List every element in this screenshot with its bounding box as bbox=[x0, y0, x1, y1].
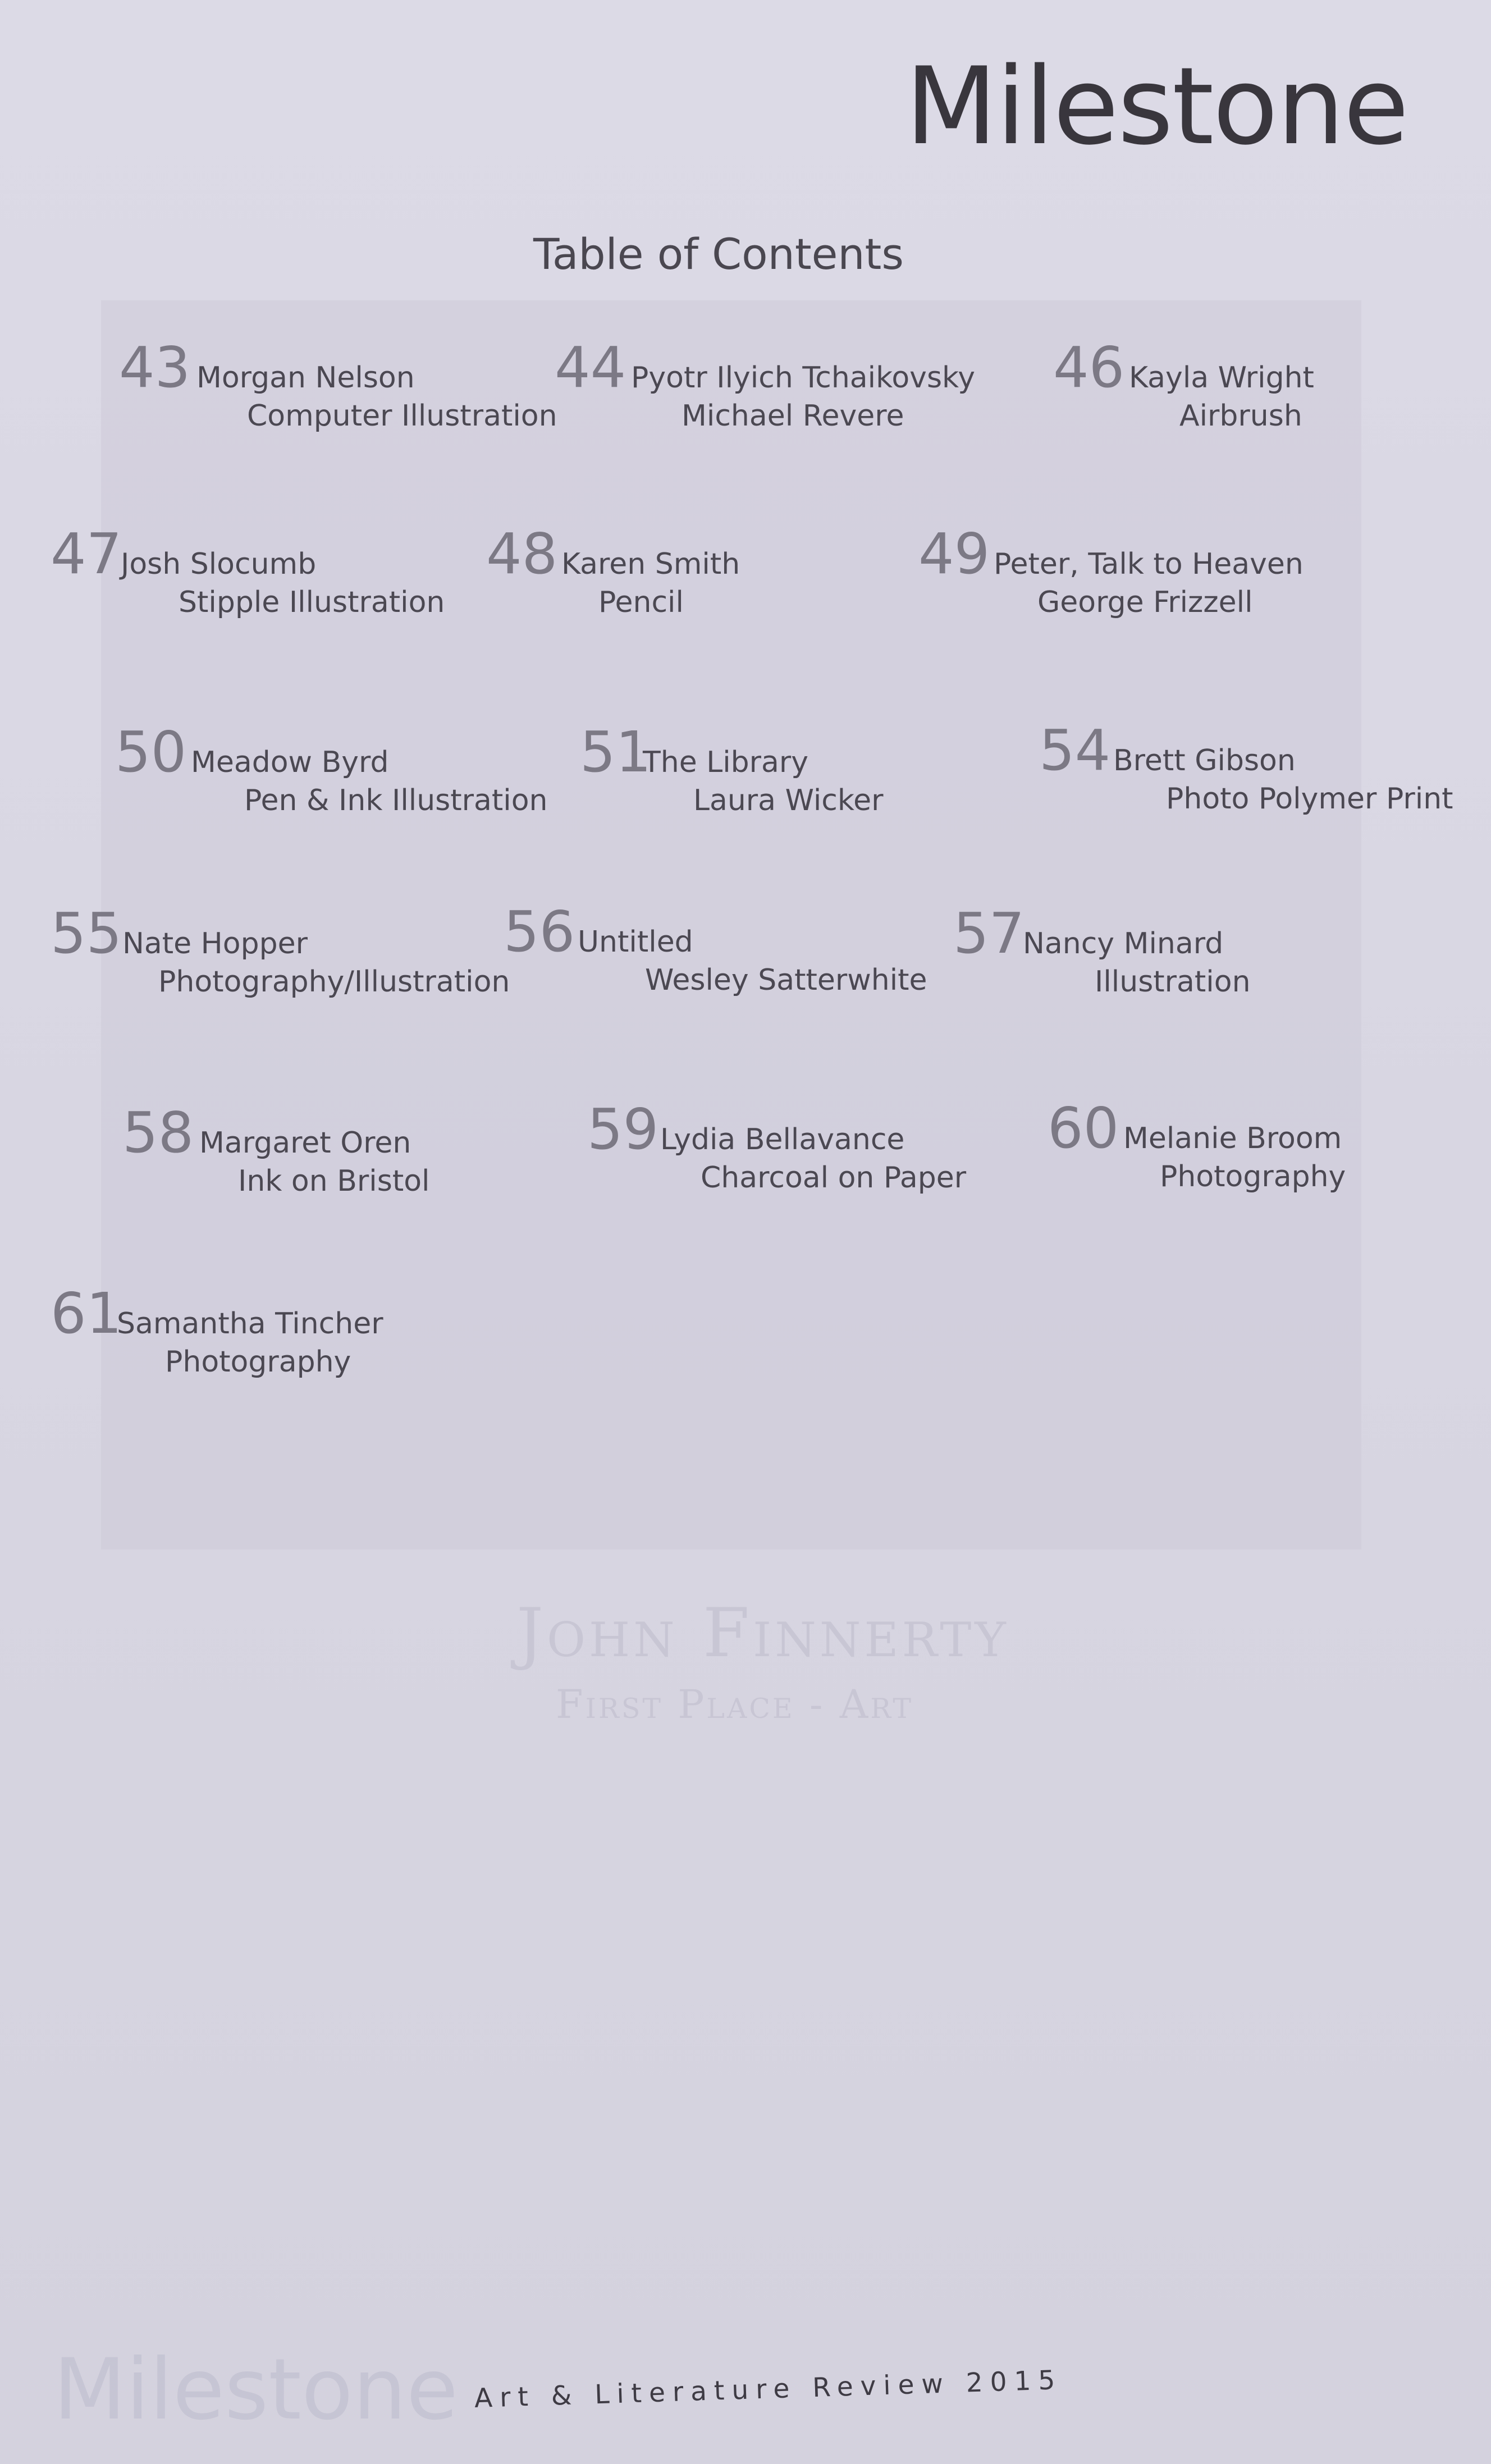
entry-title: Untitled bbox=[578, 925, 693, 959]
page-number: 58 bbox=[122, 1100, 194, 1165]
page-number: 43 bbox=[119, 335, 191, 400]
entry-subtitle: Laura Wicker bbox=[693, 784, 884, 817]
page-number: 60 bbox=[1048, 1095, 1119, 1161]
entry-subtitle: George Frizzell bbox=[1037, 586, 1253, 619]
entry-title: Peter, Talk to Heaven bbox=[994, 547, 1304, 581]
entry-title: Karen Smith bbox=[561, 547, 740, 581]
entry-subtitle: Photography/Illustration bbox=[158, 965, 510, 999]
toc-heading: Table of Contents bbox=[533, 229, 904, 279]
page-number: 44 bbox=[555, 335, 626, 400]
entry-subtitle: Computer Illustration bbox=[247, 399, 557, 433]
entry-title: Brett Gibson bbox=[1113, 744, 1296, 778]
entry-subtitle: Photography bbox=[165, 1345, 351, 1379]
entry-subtitle: Pencil bbox=[598, 586, 684, 619]
entry-subtitle: Michael Revere bbox=[682, 399, 904, 433]
entry-subtitle: Stipple Illustration bbox=[179, 586, 445, 619]
entry-subtitle: Photography bbox=[1160, 1160, 1346, 1194]
page-number: 51 bbox=[580, 719, 652, 785]
page-number: 49 bbox=[918, 521, 990, 587]
entry-title: Lydia Bellavance bbox=[660, 1123, 905, 1156]
masthead-title: Milestone bbox=[905, 44, 1408, 168]
page-number: 46 bbox=[1053, 335, 1125, 400]
entry-subtitle: Photo Polymer Print bbox=[1166, 782, 1453, 816]
entry-subtitle: Airbrush bbox=[1179, 399, 1302, 433]
page-number: 50 bbox=[115, 719, 187, 785]
show-through-logo: Milestone bbox=[53, 2341, 459, 2439]
page-number: 55 bbox=[51, 900, 122, 966]
entry-title: Pyotr Ilyich Tchaikovsky bbox=[631, 361, 976, 395]
entry-title: Josh Slocumb bbox=[121, 547, 317, 581]
entry-title: Nancy Minard bbox=[1023, 927, 1224, 961]
entry-title: Nate Hopper bbox=[122, 927, 308, 961]
entry-title: Samantha Tincher bbox=[117, 1307, 383, 1341]
page-number: 47 bbox=[51, 521, 122, 587]
entry-title: Margaret Oren bbox=[199, 1126, 411, 1160]
entry-title: Morgan Nelson bbox=[196, 361, 415, 395]
page-number: 59 bbox=[587, 1096, 659, 1162]
entry-title: Melanie Broom bbox=[1123, 1122, 1342, 1155]
page-number: 57 bbox=[953, 900, 1025, 966]
entry-subtitle: Charcoal on Paper bbox=[701, 1161, 967, 1195]
show-through-artist-name: John Finnerty bbox=[516, 1594, 1009, 1672]
show-through-award: First Place - Art bbox=[556, 1681, 914, 1727]
entry-subtitle: Pen & Ink Illustration bbox=[244, 784, 548, 817]
entry-subtitle: Illustration bbox=[1095, 965, 1251, 999]
page-number: 48 bbox=[486, 521, 558, 587]
page-number: 54 bbox=[1039, 717, 1111, 783]
entry-subtitle: Ink on Bristol bbox=[238, 1164, 430, 1198]
publication-footer: Art & Literature Review 2015 bbox=[474, 2365, 1063, 2414]
page-number: 61 bbox=[51, 1281, 122, 1346]
page-number: 56 bbox=[504, 899, 575, 964]
entry-subtitle: Wesley Satterwhite bbox=[645, 963, 927, 997]
entry-title: The Library bbox=[643, 746, 809, 779]
entry-title: Kayla Wright bbox=[1129, 361, 1314, 395]
entry-title: Meadow Byrd bbox=[191, 746, 389, 779]
